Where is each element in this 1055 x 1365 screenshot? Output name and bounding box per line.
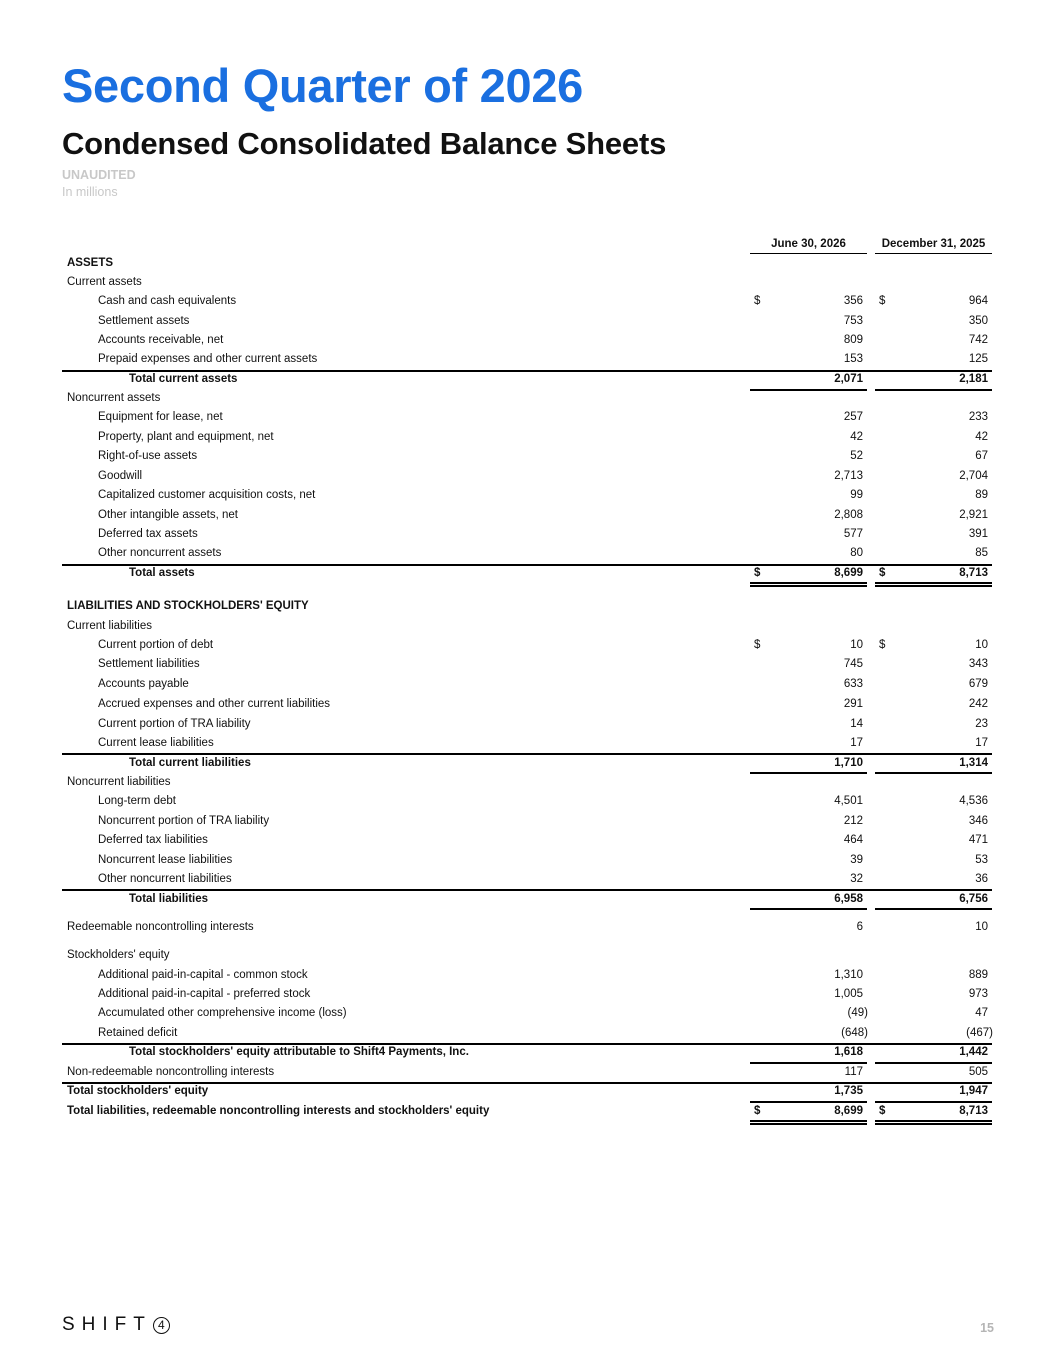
row-label: Total current assets: [129, 373, 238, 385]
currency-symbol: $: [879, 639, 886, 651]
value-june-2026: 753: [843, 315, 863, 327]
table-row: [62, 754, 992, 773]
row-label: Noncurrent assets: [67, 392, 161, 404]
row-label: Prepaid expenses and other current assets: [98, 353, 318, 365]
value-june-2026: 464: [843, 834, 863, 846]
row-label: Current portion of debt: [98, 639, 214, 651]
unaudited-label: UNAUDITED: [62, 168, 136, 182]
row-label: LIABILITIES AND STOCKHOLDERS' EQUITY: [67, 600, 309, 612]
table-rule: [875, 1123, 992, 1125]
value-june-2026: 1,310: [834, 969, 863, 981]
value-june-2026: 117: [844, 1066, 863, 1078]
column-header-dec-2025: December 31, 2025: [875, 238, 992, 254]
table-rule: [875, 389, 992, 391]
table-row: [62, 1004, 992, 1023]
value-dec-2025: 1,442: [959, 1046, 988, 1058]
table-row: [62, 792, 992, 811]
value-dec-2025: 471: [968, 834, 988, 846]
table-row: [62, 675, 992, 694]
row-label: Noncurrent lease liabilities: [98, 854, 233, 866]
value-june-2026: 633: [843, 678, 863, 690]
table-rule: [750, 772, 867, 774]
row-label: Settlement assets: [98, 315, 190, 327]
table-row: [62, 544, 992, 563]
value-june-2026: 1,618: [834, 1046, 863, 1058]
table-row: [62, 1082, 992, 1101]
row-label: Noncurrent portion of TRA liability: [98, 815, 270, 827]
table-rule: [62, 370, 992, 372]
table-row: [62, 870, 992, 889]
row-label: Settlement liabilities: [98, 658, 200, 670]
currency-symbol: $: [879, 1105, 886, 1117]
table-row: [62, 486, 992, 505]
value-dec-2025: 2,704: [959, 470, 988, 482]
row-label: Total current liabilities: [129, 757, 251, 769]
row-label: Goodwill: [98, 470, 143, 482]
value-june-2026: 6,958: [834, 893, 863, 905]
table-row: [62, 1024, 992, 1043]
value-june-2026: 32: [850, 873, 863, 885]
table-row: [62, 389, 992, 408]
row-label: Deferred tax liabilities: [98, 834, 208, 846]
table-row: [62, 408, 992, 427]
table-row: [62, 734, 992, 753]
value-june-2026: 153: [843, 353, 863, 365]
table-row: [62, 1102, 992, 1121]
table-rule: [875, 908, 992, 910]
value-june-2026: 4,501: [834, 795, 863, 807]
table-row: [62, 292, 992, 311]
table-rule: [62, 889, 992, 891]
table-rule: [750, 389, 867, 391]
value-dec-2025: 391: [968, 528, 988, 540]
table-rule: [875, 1101, 992, 1103]
table-rule: [875, 585, 992, 587]
row-label: Total liabilities, redeemable noncontrolling interests and stockholders' equity: [67, 1105, 490, 1117]
value-dec-2025: 1,947: [959, 1085, 988, 1097]
table-rule: [62, 1082, 992, 1084]
row-label: Current assets: [67, 276, 142, 288]
value-june-2026: (49): [847, 1007, 868, 1019]
value-june-2026: 1,735: [834, 1085, 863, 1097]
table-row: [62, 715, 992, 734]
value-june-2026: 2,808: [834, 509, 863, 521]
currency-symbol: $: [754, 295, 761, 307]
row-label: Cash and cash equivalents: [98, 295, 237, 307]
table-row: [62, 350, 992, 369]
table-row: [62, 655, 992, 674]
table-row: [62, 966, 992, 985]
shift4-logo: [62, 1314, 170, 1336]
table-rule: [875, 1120, 992, 1122]
table-row: [62, 851, 992, 870]
value-june-2026: 745: [843, 658, 863, 670]
value-dec-2025: 17: [975, 737, 988, 749]
value-dec-2025: 36: [975, 873, 988, 885]
page-title: Second Quarter of 2026: [62, 59, 584, 112]
value-dec-2025: 889: [968, 969, 988, 981]
value-june-2026: 8,699: [834, 567, 863, 579]
table-row: [62, 273, 992, 292]
table-rule: [62, 753, 992, 755]
value-dec-2025: 47: [975, 1007, 988, 1019]
table-row: [62, 370, 992, 389]
table-rule: [62, 564, 992, 566]
table-row: [62, 254, 992, 273]
value-june-2026: 8,699: [834, 1105, 863, 1117]
table-rule: [875, 1062, 992, 1064]
currency-symbol: $: [879, 567, 886, 579]
row-label: Noncurrent liabilities: [67, 776, 171, 788]
row-label: Additional paid-in-capital - preferred stock: [98, 988, 311, 1000]
table-row: [62, 525, 992, 544]
row-label: Current liabilities: [67, 620, 153, 632]
value-dec-2025: 742: [968, 334, 988, 346]
table-rule: [875, 772, 992, 774]
value-june-2026: 356: [843, 295, 863, 307]
value-june-2026: 291: [843, 698, 863, 710]
row-label: Accounts payable: [98, 678, 189, 690]
table-row: [62, 946, 992, 965]
column-header-june-2026: June 30, 2026: [750, 238, 867, 254]
logo-four-mark: 4: [153, 1317, 170, 1334]
currency-symbol: $: [754, 639, 761, 651]
table-rule: [750, 1120, 867, 1122]
table-row: [62, 695, 992, 714]
table-rule: [750, 908, 867, 910]
value-dec-2025: 4,536: [959, 795, 988, 807]
value-dec-2025: 23: [975, 718, 988, 730]
units-label: In millions: [62, 185, 118, 199]
row-label: Deferred tax assets: [98, 528, 198, 540]
row-label: Non-redeemable noncontrolling interests: [67, 1066, 275, 1078]
value-dec-2025: 1,314: [959, 757, 988, 769]
value-june-2026: 6: [856, 921, 863, 933]
table-row: [62, 985, 992, 1004]
row-label: Capitalized customer acquisition costs, net: [98, 489, 316, 501]
value-dec-2025: 233: [968, 411, 988, 423]
row-label: Other intangible assets, net: [98, 509, 238, 521]
value-june-2026: 577: [843, 528, 863, 540]
logo-text: SHIFT: [62, 1314, 152, 1335]
value-june-2026: 2,071: [834, 373, 863, 385]
value-dec-2025: 10: [975, 921, 988, 933]
row-label: Right-of-use assets: [98, 450, 198, 462]
value-june-2026: 42: [850, 431, 863, 443]
value-dec-2025: (467): [966, 1027, 993, 1039]
table-row: [62, 918, 992, 937]
row-label: Other noncurrent assets: [98, 547, 222, 559]
row-label: Other noncurrent liabilities: [98, 873, 232, 885]
value-dec-2025: 8,713: [959, 567, 988, 579]
table-rule: [750, 1062, 867, 1064]
table-row: [62, 467, 992, 486]
table-row: [62, 1043, 992, 1062]
table-row: [62, 617, 992, 636]
row-label: Equipment for lease, net: [98, 411, 223, 423]
page-subtitle: Condensed Consolidated Balance Sheets: [62, 126, 667, 161]
table-rule: [750, 1123, 867, 1125]
value-june-2026: 2,713: [834, 470, 863, 482]
value-june-2026: 52: [850, 450, 863, 462]
table-rule: [750, 582, 867, 584]
row-label: Total assets: [129, 567, 195, 579]
table-rule: [875, 582, 992, 584]
currency-symbol: $: [754, 1105, 761, 1117]
value-dec-2025: 53: [975, 854, 988, 866]
value-dec-2025: 125: [968, 353, 988, 365]
row-label: Additional paid-in-capital - common stock: [98, 969, 308, 981]
value-june-2026: 39: [850, 854, 863, 866]
row-label: Redeemable noncontrolling interests: [67, 921, 254, 933]
value-dec-2025: 2,921: [959, 509, 988, 521]
table-row: [62, 506, 992, 525]
row-label: Accumulated other comprehensive income (loss): [98, 1007, 347, 1019]
value-dec-2025: 10: [975, 639, 988, 651]
row-label: Retained deficit: [98, 1027, 178, 1039]
value-dec-2025: 8,713: [959, 1105, 988, 1117]
table-row: [62, 331, 992, 350]
row-label: Total stockholders' equity attributable to Shift4 Payments, Inc.: [129, 1046, 469, 1058]
currency-symbol: $: [879, 295, 886, 307]
table-rule: [750, 1101, 867, 1103]
value-dec-2025: 679: [968, 678, 988, 690]
row-label: Total liabilities: [129, 893, 209, 905]
row-label: ASSETS: [67, 257, 114, 269]
value-dec-2025: 505: [968, 1066, 988, 1078]
value-dec-2025: 42: [975, 431, 988, 443]
row-label: Long-term debt: [98, 795, 176, 807]
table-row: [62, 428, 992, 447]
table-rule: [62, 1043, 992, 1045]
value-june-2026: 10: [850, 639, 863, 651]
value-june-2026: 17: [850, 737, 863, 749]
table-row: [62, 636, 992, 655]
value-june-2026: 809: [843, 334, 863, 346]
table-row: [62, 1063, 992, 1082]
row-label: Accounts receivable, net: [98, 334, 224, 346]
table-row: [62, 812, 992, 831]
value-dec-2025: 242: [968, 698, 988, 710]
row-label: Current portion of TRA liability: [98, 718, 251, 730]
value-dec-2025: 350: [968, 315, 988, 327]
value-dec-2025: 964: [968, 295, 988, 307]
value-june-2026: (648): [841, 1027, 868, 1039]
row-label: Accrued expenses and other current liabilities: [98, 698, 331, 710]
value-june-2026: 80: [850, 547, 863, 559]
row-label: Stockholders' equity: [67, 949, 170, 961]
value-june-2026: 1,710: [834, 757, 863, 769]
value-dec-2025: 2,181: [959, 373, 988, 385]
value-dec-2025: 67: [975, 450, 988, 462]
value-dec-2025: 343: [968, 658, 988, 670]
value-june-2026: 212: [843, 815, 863, 827]
value-dec-2025: 85: [975, 547, 988, 559]
table-row: [62, 312, 992, 331]
value-dec-2025: 89: [975, 489, 988, 501]
currency-symbol: $: [754, 567, 761, 579]
table-row: [62, 564, 992, 583]
table-row: [62, 890, 992, 909]
table-row: [62, 597, 992, 616]
table-rule: [750, 585, 867, 587]
table-row: [62, 831, 992, 850]
value-june-2026: 257: [843, 411, 863, 423]
value-dec-2025: 6,756: [959, 893, 988, 905]
row-label: Property, plant and equipment, net: [98, 431, 274, 443]
page-number: 15: [980, 1321, 994, 1335]
value-june-2026: 1,005: [834, 988, 863, 1000]
value-dec-2025: 973: [968, 988, 988, 1000]
value-june-2026: 99: [850, 489, 863, 501]
row-label: Current lease liabilities: [98, 737, 214, 749]
table-row: [62, 773, 992, 792]
value-june-2026: 14: [850, 718, 863, 730]
row-label: Total stockholders' equity: [67, 1085, 209, 1097]
table-row: [62, 447, 992, 466]
value-dec-2025: 346: [968, 815, 988, 827]
